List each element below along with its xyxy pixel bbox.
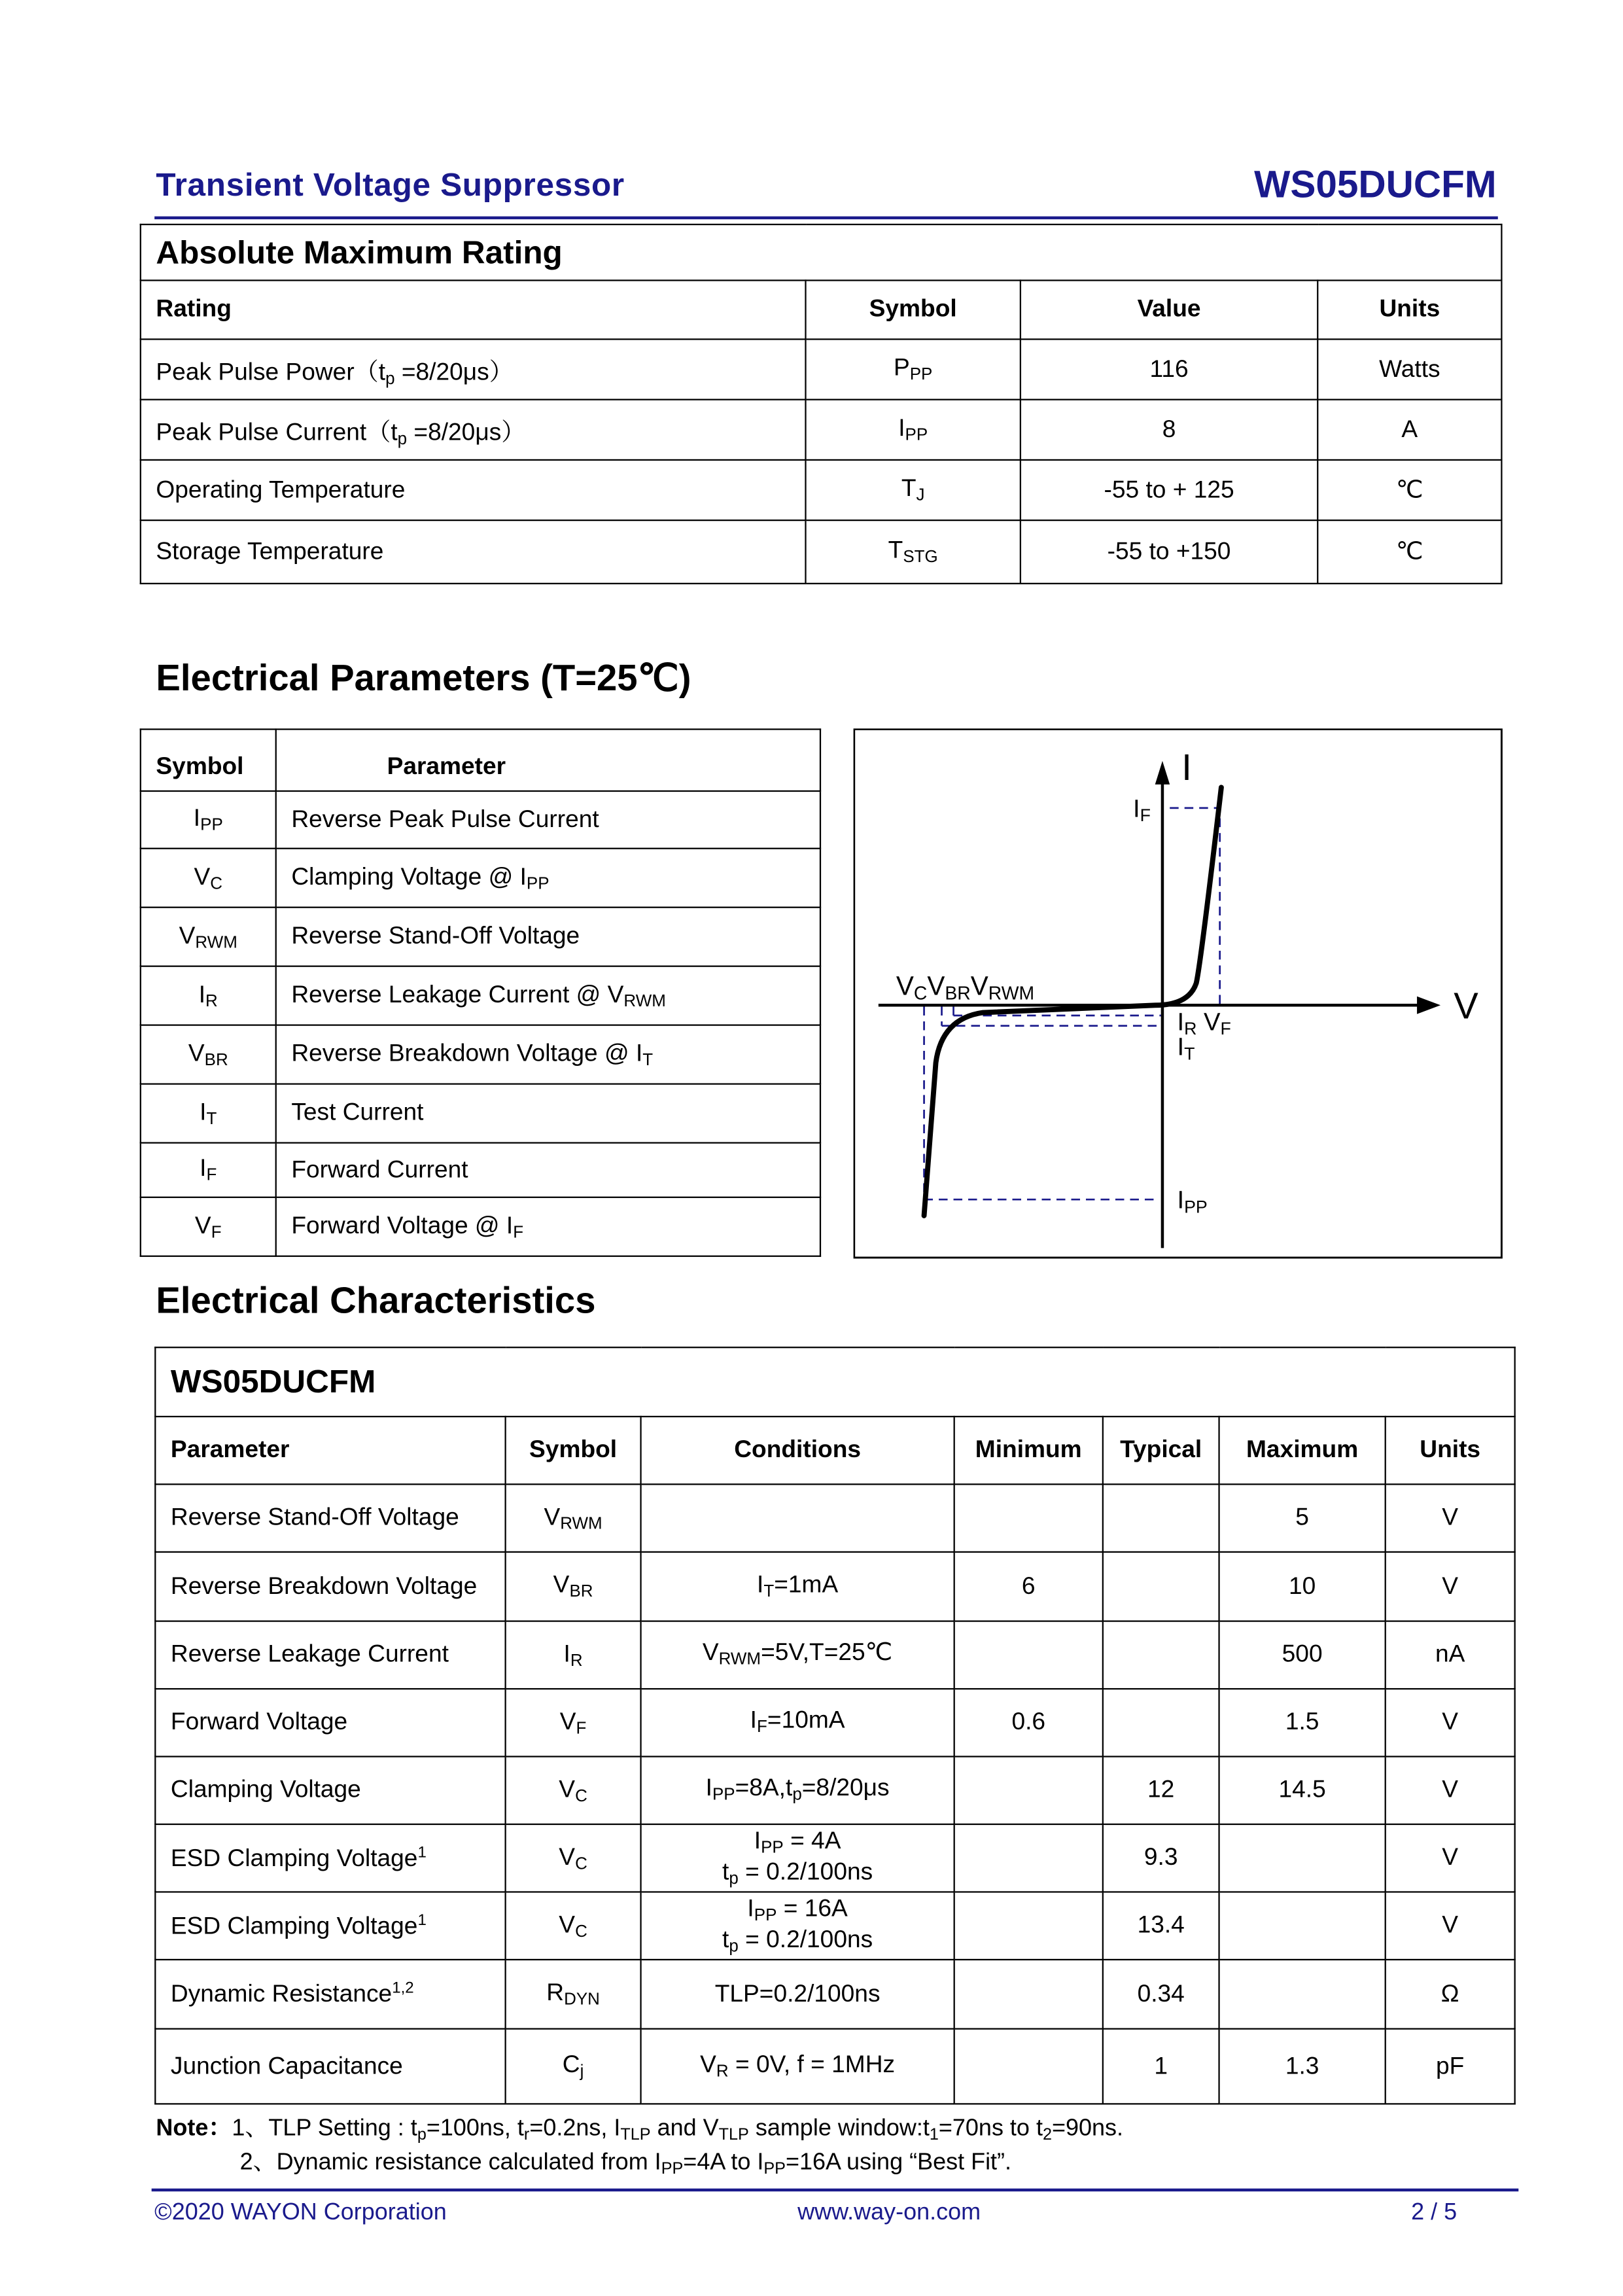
subscript: T bbox=[763, 1583, 775, 1601]
subscript: p bbox=[385, 370, 395, 388]
subscript: RWM bbox=[623, 993, 666, 1011]
subscript: PP bbox=[905, 427, 928, 445]
parameter-cell: ESD Clamping Voltage$^1$ bbox=[155, 1824, 505, 1892]
subscript: F bbox=[757, 1719, 767, 1737]
maximum-cell bbox=[1219, 1892, 1386, 1959]
table-row bbox=[141, 520, 1502, 584]
typical-cell bbox=[1103, 1552, 1219, 1621]
subscript: BR bbox=[569, 1583, 593, 1602]
table-row bbox=[155, 2029, 1514, 2104]
note-line-1 bbox=[156, 2109, 1123, 2144]
symbol-cell: $V_{RWM}$ bbox=[506, 1484, 641, 1551]
note-1-text: 1、TLP Setting : $t_p=100ns$, $t_r=0.2ns$, $I_{TLP}$ and $V_{TLP}$ sample $window:t_1=70ns$ to $t_2=90ns$. bbox=[232, 2116, 1124, 2144]
subscript: DYN bbox=[564, 1991, 600, 2009]
symbol-cell: $V_C$ bbox=[141, 849, 276, 908]
column-header: Symbol bbox=[506, 1417, 641, 1484]
units-cell: Watts bbox=[1318, 339, 1501, 399]
subscript: PP bbox=[712, 1786, 735, 1805]
header-divider bbox=[154, 217, 1498, 219]
column-header: Conditions bbox=[641, 1417, 954, 1484]
conditions-cell: $I_F=10mA$ bbox=[641, 1689, 954, 1756]
document-title: Transient Voltage Suppressor bbox=[156, 166, 625, 203]
parameter-cell: Forward Voltage bbox=[155, 1689, 505, 1756]
subscript: F bbox=[211, 1224, 222, 1242]
table-row bbox=[155, 1824, 1514, 1892]
conditions-cell: $I_{PP} = 16A$ $t_p = 0.2/100ns$ bbox=[641, 1892, 954, 1959]
table-row bbox=[141, 1025, 820, 1084]
parameter-cell: Dynamic Resistance$^{1,2}$ bbox=[155, 1960, 505, 2029]
subscript: TLP bbox=[620, 2126, 651, 2144]
subscript: j bbox=[580, 2063, 584, 2081]
typical-cell: 13.4 bbox=[1103, 1892, 1219, 1959]
typical-cell: 1 bbox=[1103, 2029, 1219, 2104]
column-header: Maximum bbox=[1219, 1417, 1386, 1484]
note-line-2: 2、Dynamic resistance calculated from $I_{PP}=4A$ to $I_{PP}=16A$ using “Best Fit”. bbox=[239, 2150, 1012, 2178]
subscript: BR bbox=[204, 1051, 228, 1069]
units-cell: V bbox=[1386, 1484, 1515, 1551]
parameter-cell: Clamping Voltage @ $I_{PP}$ bbox=[276, 849, 820, 908]
conditions-cell: $V_R = 0V$, f = 1MHz bbox=[641, 2029, 954, 2104]
units-cell: V bbox=[1386, 1824, 1515, 1892]
parameter-cell: Junction Capacitance bbox=[155, 2029, 505, 2104]
subscript: C bbox=[575, 1922, 587, 1941]
subscript: C bbox=[210, 875, 223, 893]
subscript: T bbox=[1184, 1043, 1195, 1065]
minimum-cell bbox=[954, 1892, 1103, 1959]
v-axis-label: V bbox=[1454, 985, 1478, 1027]
column-header: Parameter bbox=[276, 730, 820, 791]
subscript: p bbox=[417, 2126, 427, 2144]
typical-cell bbox=[1103, 1621, 1219, 1689]
conditions-cell: $V_{RWM}=5V,T=25℃$ bbox=[641, 1621, 954, 1689]
subscript: PP bbox=[1184, 1196, 1208, 1218]
units-cell: V bbox=[1386, 1892, 1515, 1959]
electrical-characteristics-table bbox=[154, 1347, 1516, 2104]
symbol-cell: $V_{RWM}$ bbox=[141, 908, 276, 966]
it-label: $I_T$ bbox=[1177, 1033, 1195, 1065]
column-header: Symbol bbox=[141, 730, 276, 791]
minimum-cell bbox=[954, 1960, 1103, 2029]
value-cell: 8 bbox=[1021, 400, 1318, 460]
table-row bbox=[141, 400, 1502, 460]
column-header: Units bbox=[1318, 280, 1501, 339]
units-cell: V bbox=[1386, 1552, 1515, 1621]
symbol-cell: $P_{PP}$ bbox=[805, 339, 1020, 399]
subscript: F bbox=[576, 1720, 587, 1738]
table-row bbox=[141, 460, 1502, 520]
parameter-cell: Reverse Stand-Off Voltage bbox=[155, 1484, 505, 1551]
units-cell: pF bbox=[1386, 2029, 1515, 2104]
table-row bbox=[155, 1552, 1514, 1621]
parameter-cell: Forward Current bbox=[276, 1143, 820, 1197]
table-title: Absolute Maximum Rating bbox=[141, 224, 1502, 280]
maximum-cell: 5 bbox=[1219, 1484, 1386, 1551]
units-cell: Ω bbox=[1386, 1960, 1515, 2029]
conditions-cell bbox=[641, 1484, 954, 1551]
subscript: PP bbox=[661, 2160, 684, 2178]
rating-cell: Peak Pulse $Current(t_p =8/20\mu s)$ bbox=[141, 400, 806, 460]
subscript: C bbox=[575, 1855, 587, 1873]
table-row bbox=[141, 1084, 820, 1143]
subscript: F bbox=[1140, 805, 1151, 826]
symbol-cell: $V_F$ bbox=[141, 1197, 276, 1256]
subscript: T bbox=[642, 1051, 654, 1069]
value-cell: -55 to +150 bbox=[1021, 520, 1318, 584]
table-row bbox=[155, 1621, 1514, 1689]
subscript: 1 bbox=[929, 2126, 939, 2144]
subscript: p bbox=[792, 1786, 802, 1805]
symbol-cell: $R_{DYN}$ bbox=[506, 1960, 641, 2029]
rating-cell: Operating Temperature bbox=[141, 460, 806, 520]
subscript: R bbox=[205, 993, 218, 1011]
subscript: r bbox=[523, 2126, 530, 2144]
maximum-cell: 1.3 bbox=[1219, 2029, 1386, 2104]
table-row bbox=[141, 908, 820, 966]
conditions-cell: $I_{PP}=8A,t_p=8/20\mu s$ bbox=[641, 1757, 954, 1824]
part-number: WS05DUCFM bbox=[1254, 162, 1497, 206]
symbol-cell: $I_{PP}$ bbox=[805, 400, 1020, 460]
units-cell: ℃ bbox=[1318, 520, 1501, 584]
minimum-cell bbox=[954, 1824, 1103, 1892]
ir-vf-label: $I_R$ $V_F$ bbox=[1177, 1008, 1231, 1039]
subscript: PP bbox=[763, 2160, 786, 2178]
typical-cell: 12 bbox=[1103, 1757, 1219, 1824]
subscript: PP bbox=[761, 1839, 784, 1858]
absolute-maximum-table bbox=[140, 224, 1503, 584]
subscript: TLP bbox=[718, 2126, 749, 2144]
units-cell: ℃ bbox=[1318, 460, 1501, 520]
maximum-cell: 14.5 bbox=[1219, 1757, 1386, 1824]
minimum-cell bbox=[954, 1621, 1103, 1689]
table-row bbox=[155, 1689, 1514, 1756]
symbol-cell: $I_{PP}$ bbox=[141, 791, 276, 849]
subscript: 2 bbox=[1042, 2126, 1052, 2144]
subscript: C bbox=[913, 983, 928, 1004]
table-row bbox=[141, 339, 1502, 399]
footer-website-link[interactable]: www.way-on.com bbox=[797, 2200, 981, 2225]
subscript: R bbox=[570, 1651, 583, 1670]
symbol-cell: $V_{BR}$ bbox=[506, 1552, 641, 1621]
column-header: Rating bbox=[141, 280, 806, 339]
parameter-cell: Reverse Leakage Current bbox=[155, 1621, 505, 1689]
subscript: T bbox=[206, 1110, 217, 1128]
column-header: Minimum bbox=[954, 1417, 1103, 1484]
parameter-cell: ESD Clamping Voltage$^1$ bbox=[155, 1892, 505, 1959]
conditions-cell: TLP=0.2/100ns bbox=[641, 1960, 954, 2029]
ipp-label: $I_{PP}$ bbox=[1177, 1186, 1208, 1218]
column-header: Value bbox=[1021, 280, 1318, 339]
maximum-cell: 1.5 bbox=[1219, 1689, 1386, 1756]
maximum-cell: 500 bbox=[1219, 1621, 1386, 1689]
subscript: F bbox=[513, 1224, 524, 1242]
rating-cell: Peak Pulse $Power(t_p =8/20\mu s)$ bbox=[141, 339, 806, 399]
i-axis-arrow bbox=[1155, 761, 1170, 785]
subscript: F bbox=[1220, 1018, 1231, 1039]
subscript: F bbox=[206, 1167, 217, 1185]
parameter-cell: Reverse Peak Pulse Current bbox=[276, 791, 820, 849]
table-row bbox=[141, 966, 820, 1025]
parameter-cell: Forward Voltage @ $I_F$ bbox=[276, 1197, 820, 1256]
section-title-electrical-characteristics: Electrical Characteristics bbox=[156, 1280, 596, 1322]
subscript: PP bbox=[909, 366, 933, 384]
if-label: $I_F$ bbox=[1132, 794, 1151, 826]
symbol-cell: $I_R$ bbox=[506, 1621, 641, 1689]
superscript: 1 bbox=[417, 1911, 427, 1929]
symbol-cell: $V_C$ bbox=[506, 1892, 641, 1959]
value-cell: -55 to + 125 bbox=[1021, 460, 1318, 520]
column-header: Typical bbox=[1103, 1417, 1219, 1484]
subscript: R bbox=[1184, 1018, 1197, 1039]
table-row bbox=[155, 1892, 1514, 1959]
parameter-cell: Test Current bbox=[276, 1084, 820, 1143]
column-header: Symbol bbox=[805, 280, 1020, 339]
parameter-cell: Reverse Breakdown Voltage bbox=[155, 1552, 505, 1621]
table-row bbox=[155, 1484, 1514, 1551]
subscript: p bbox=[729, 1869, 739, 1888]
subscript: PP bbox=[526, 875, 550, 893]
footer-divider bbox=[152, 2189, 1519, 2191]
table-row bbox=[155, 1757, 1514, 1824]
minimum-cell bbox=[954, 1757, 1103, 1824]
conditions-cell: $I_{PP} = 4A$ $t_p = 0.2/100ns$ bbox=[641, 1824, 954, 1892]
note-label: Note： bbox=[156, 2116, 232, 2142]
vc-vbr-vrwm-label: $V_CV_{BR}V_{RWM}$ bbox=[896, 971, 1035, 1004]
superscript: 1 bbox=[417, 1843, 427, 1862]
subscript: RWM bbox=[560, 1515, 602, 1533]
maximum-cell bbox=[1219, 1824, 1386, 1892]
symbol-cell: $V_F$ bbox=[506, 1689, 641, 1756]
column-header: Units bbox=[1386, 1417, 1515, 1484]
subscript: C bbox=[575, 1787, 587, 1805]
table-title: WS05DUCFM bbox=[155, 1347, 1514, 1417]
table-row bbox=[141, 791, 820, 849]
subscript: RWM bbox=[195, 934, 237, 952]
typical-cell: 9.3 bbox=[1103, 1824, 1219, 1892]
parameter-cell: Reverse Breakdown Voltage @ $I_T$ bbox=[276, 1025, 820, 1084]
column-header: Parameter bbox=[155, 1417, 505, 1484]
subscript: STG bbox=[903, 548, 938, 567]
subscript: RWM bbox=[988, 983, 1035, 1004]
symbol-cell: $V_C$ bbox=[506, 1757, 641, 1824]
maximum-cell bbox=[1219, 1960, 1386, 2029]
subscript: PP bbox=[200, 817, 223, 835]
units-cell: A bbox=[1318, 400, 1501, 460]
conditions-cell: $I_T=1mA$ bbox=[641, 1552, 954, 1621]
symbol-cell: $T_{STG}$ bbox=[805, 520, 1020, 584]
minimum-cell: 6 bbox=[954, 1552, 1103, 1621]
superscript: 1,2 bbox=[392, 1979, 414, 1998]
symbol-cell: $T_J$ bbox=[805, 460, 1020, 520]
subscript: R bbox=[716, 2062, 729, 2081]
parameter-cell: Reverse Stand-Off Voltage bbox=[276, 908, 820, 966]
v-axis-arrow bbox=[1417, 997, 1440, 1014]
symbol-cell: $I_R$ bbox=[141, 966, 276, 1025]
symbol-cell: $V_{BR}$ bbox=[141, 1025, 276, 1084]
section-title-electrical-parameters: Electrical Parameters (T=25℃) bbox=[156, 658, 691, 699]
table-row bbox=[141, 849, 820, 908]
parameter-cell: Reverse Leakage Current @ $V_{RWM}$ bbox=[276, 966, 820, 1025]
typical-cell: 0.34 bbox=[1103, 1960, 1219, 2029]
typical-cell bbox=[1103, 1484, 1219, 1551]
subscript: PP bbox=[754, 1907, 777, 1925]
maximum-cell: 10 bbox=[1219, 1552, 1386, 1621]
minimum-cell bbox=[954, 2029, 1103, 2104]
rating-cell: Storage Temperature bbox=[141, 520, 806, 584]
symbol-cell: $C_j$ bbox=[506, 2029, 641, 2104]
table-row bbox=[155, 1960, 1514, 2029]
subscript: RWM bbox=[718, 1651, 761, 1669]
footer-page-number: 2 / 5 bbox=[1411, 2200, 1457, 2225]
subscript: p bbox=[729, 1937, 739, 1955]
subscript: BR bbox=[945, 983, 971, 1004]
units-cell: V bbox=[1386, 1757, 1515, 1824]
symbol-cell: $I_F$ bbox=[141, 1143, 276, 1197]
value-cell: 116 bbox=[1021, 339, 1318, 399]
symbol-cell: $V_C$ bbox=[506, 1824, 641, 1892]
table-row bbox=[141, 1197, 820, 1256]
units-cell: V bbox=[1386, 1689, 1515, 1756]
parameter-cell: Clamping Voltage bbox=[155, 1757, 505, 1824]
minimum-cell bbox=[954, 1484, 1103, 1551]
typical-cell bbox=[1103, 1689, 1219, 1756]
minimum-cell: 0.6 bbox=[954, 1689, 1103, 1756]
parameter-table bbox=[140, 728, 821, 1256]
subscript: J bbox=[916, 487, 925, 505]
subscript: p bbox=[397, 430, 408, 448]
symbol-cell: $I_T$ bbox=[141, 1084, 276, 1143]
table-row bbox=[141, 1143, 820, 1197]
footer-copyright: ©2020 WAYON Corporation bbox=[154, 2200, 447, 2225]
units-cell: nA bbox=[1386, 1621, 1515, 1689]
i-axis-label: I bbox=[1181, 747, 1192, 788]
